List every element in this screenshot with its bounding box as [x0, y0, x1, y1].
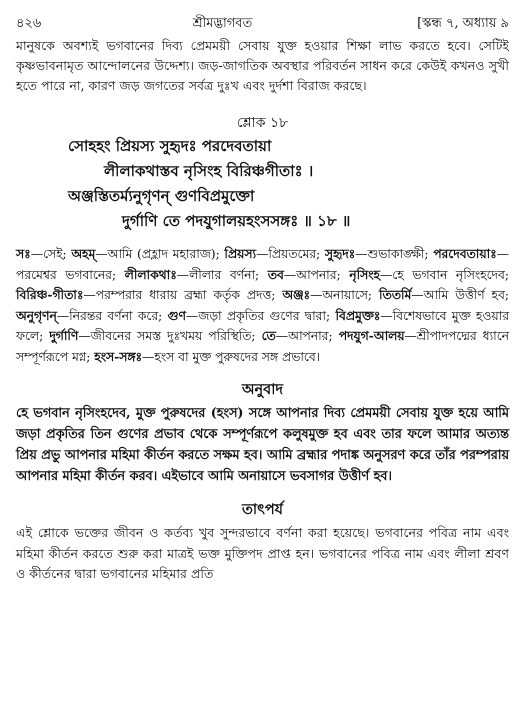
- synonym-meaning: শুভাকাঙ্ক্ষী: [367, 247, 425, 261]
- page-number: ৪২৬: [16, 16, 42, 31]
- verse-line: সোহহং প্রিয়স্য সুহৃদঃ পরদেবতায়া: [68, 137, 272, 155]
- book-title: শ্রীমদ্ভাগবত: [192, 16, 253, 31]
- synonym-meaning: হে ভগবান নৃসিংহদেব: [392, 267, 505, 282]
- purport-title: তাৎপর্য: [241, 501, 284, 518]
- synonym-meaning: আপনার: [288, 329, 329, 343]
- synonym-meaning: পরম্পরার ধারায় ব্রহ্মা কর্তৃক প্রদত্ত: [95, 288, 272, 302]
- synonym-meaning: নিরন্তর বর্ণনা করে: [69, 308, 159, 323]
- synonym-term: তে: [261, 328, 276, 343]
- synonym-meaning: সেই: [42, 247, 63, 261]
- translation-title: অনুবাদ: [241, 381, 284, 398]
- synonym-meaning: আমি উত্তীর্ণ হব: [423, 288, 505, 302]
- chapter-reference: [স্কন্ধ ৭, অধ্যায় ৯: [417, 16, 509, 31]
- synonym-term: সুহৃদঃ: [324, 246, 356, 261]
- synonym-term: গুণ: [167, 307, 186, 323]
- intro-paragraph: মানুষকে অবশ্যই ভগবানের দিব্য প্রেমময়ী সেবায় যুক্ত হওয়ার শিক্ষা লাভ করতে হবে। সেটিই কৃষ্ণভাবনামৃত আন্দোলনের উদ্দেশ্য। জড়-জাগতিক অবস্থার পরিবর্তন সাধন করে কেউই কখনও সুখী হতে পারে না, কারণ জড় জগতের সর্বত্র দুঃখ এবং দুর্দশা বিরাজ করছে।: [16, 38, 509, 93]
- synonym-meaning: জীবনের সমস্ত দুঃখময় পরিস্থিতি: [90, 329, 252, 343]
- synonym-meaning: পরমেশ্বর ভগবানের: [16, 267, 112, 282]
- verse-text: [16, 134, 509, 234]
- synonym-term: সঃ: [16, 246, 31, 261]
- synonym-term: তিতর্মি: [378, 287, 412, 302]
- synonym-term: বিরিঞ্চ-গীতাঃ: [16, 287, 84, 302]
- synonym-meaning: লীলার বর্ণনা: [189, 267, 256, 282]
- synonym-term: অনুগৃণন্: [16, 307, 57, 323]
- synonym-term: লীলাকথাঃ: [124, 266, 177, 282]
- synonym-meaning: শ্রীপাদপদ্মের ধ্যানে সম্পূর্ণরূপে মগ্ন: [16, 329, 509, 364]
- synonym-term: দুর্গাণি: [49, 328, 79, 343]
- synonym-term: হংস-সঙ্গঃ: [94, 348, 143, 364]
- verse-line: অঞ্জস্তিতর্ম্যনুগৃণন্ গুণবিপ্রমুক্তো: [68, 187, 255, 205]
- synonym-meaning: আমি (প্রহ্লাদ মহারাজ): [107, 247, 216, 261]
- verse-line: দুর্গাণি তে পদযুগালয়হংসসঙ্গঃ ॥ ১৮ ॥: [122, 212, 351, 230]
- synonym-meaning: বিশেষভাবে মুক্ত হওয়ার ফলে: [16, 308, 509, 343]
- synonym-term: অহম্: [71, 246, 96, 261]
- synonym-term: পদযুগ-আলয়: [338, 328, 405, 343]
- translation-text: হে ভগবান নৃসিংহদেব, মুক্ত পুরুষদের (হংস) সঙ্গে আপনার দিব্য প্রেমময়ী সেবায় যুক্ত হয়ে আমি জড়া প্রকৃতির তিন গুণের প্রভাব থেকে সম্পূর্ণরূপে কলুষমুক্ত হব এবং তার ফলে আমার অত্যন্ত প্রিয় প্রভু আপনার মহিমা কীর্তন করতে সক্ষম হব। আমি ব্রহ্মার পদাঙ্ক অনুসরণ করে তাঁর পরম্পরায় আপনার মহিমা কীর্তন করব। এইভাবে আমি অনায়াসে ভবসাগর উত্তীর্ণ হব।: [16, 406, 509, 484]
- synonym-term: নৃসিংহ: [349, 266, 380, 282]
- synonym-term: বিপ্রমুক্তঃ: [335, 307, 381, 323]
- synonym-meaning: আপনার: [296, 267, 337, 282]
- synonym-meaning: জড়া প্রকৃতির গুণের দ্বারা: [198, 308, 326, 323]
- synonym-term: অঞ্জঃ: [282, 287, 311, 302]
- verse-line: লীলাকথাস্তব নৃসিংহ বিরিঞ্চগীতাঃ ।: [104, 162, 314, 180]
- page-header: [16, 14, 509, 36]
- word-meanings: সঃ—সেই; অহম্—আমি (প্রহ্লাদ মহারাজ); প্রিয়স্য—প্রিয়তমের; সুহৃদঃ—শুভাকাঙ্ক্ষী; পরদেবতায়াঃ—পরমেশ্বর ভগবানের; লীলাকথাঃ—লীলার বর্ণনা; তব—আপনার; নৃসিংহ—হে ভগবান নৃসিংহদেব; বিরিঞ্চ-গীতাঃ—পরম্পরার ধারায় ব্রহ্মা কর্তৃক প্রদত্ত; অঞ্জঃ—অনায়াসে; তিতর্মি—আমি উত্তীর্ণ হব; অনুগৃণন্—নিরন্তর বর্ণনা করে; গুণ—জড়া প্রকৃতির গুণের দ্বারা; বিপ্রমুক্তঃ—বিশেষভাবে মুক্ত হওয়ার ফলে; দুর্গাণি—জীবনের সমস্ত দুঃখময় পরিস্থিতি; তে—আপনার; পদযুগ-আলয়—শ্রীপাদপদ্মের ধ্যানে সম্পূর্ণরূপে মগ্ন; হংস-সঙ্গঃ—হংস বা মুক্ত পুরুষদের সঙ্গ প্রভাবে।: [16, 246, 510, 364]
- verse-title: শ্লোক ১৮: [236, 115, 289, 131]
- synonym-meaning: অনায়াসে: [322, 288, 368, 302]
- synonym-meaning: হংস বা মুক্ত পুরুষদের সঙ্গ প্রভাবে।: [154, 349, 321, 364]
- synonym-term: পরদেবতায়াঃ: [433, 246, 497, 261]
- synonym-meaning: প্রিয়তমের: [268, 247, 317, 261]
- purport-text: এই শ্লোকে ভক্তের জীবন ও কর্তব্য খুব সুন্দরভাবে বর্ণনা করা হয়েছে। ভগবানের পবিত্র নাম এবং মহিমা কীর্তন করতে শুরু করা মাত্রই ভক্ত মুক্তিপদ প্রাপ্ত হন। ভগবানের পবিত্র নাম এবং লীলা শ্রবণ ও কীর্তনের দ্বারা ভগবানের মহিমার প্রতি: [16, 525, 509, 581]
- synonym-term: তব: [267, 266, 284, 282]
- synonym-term: প্রিয়স্য: [224, 246, 257, 261]
